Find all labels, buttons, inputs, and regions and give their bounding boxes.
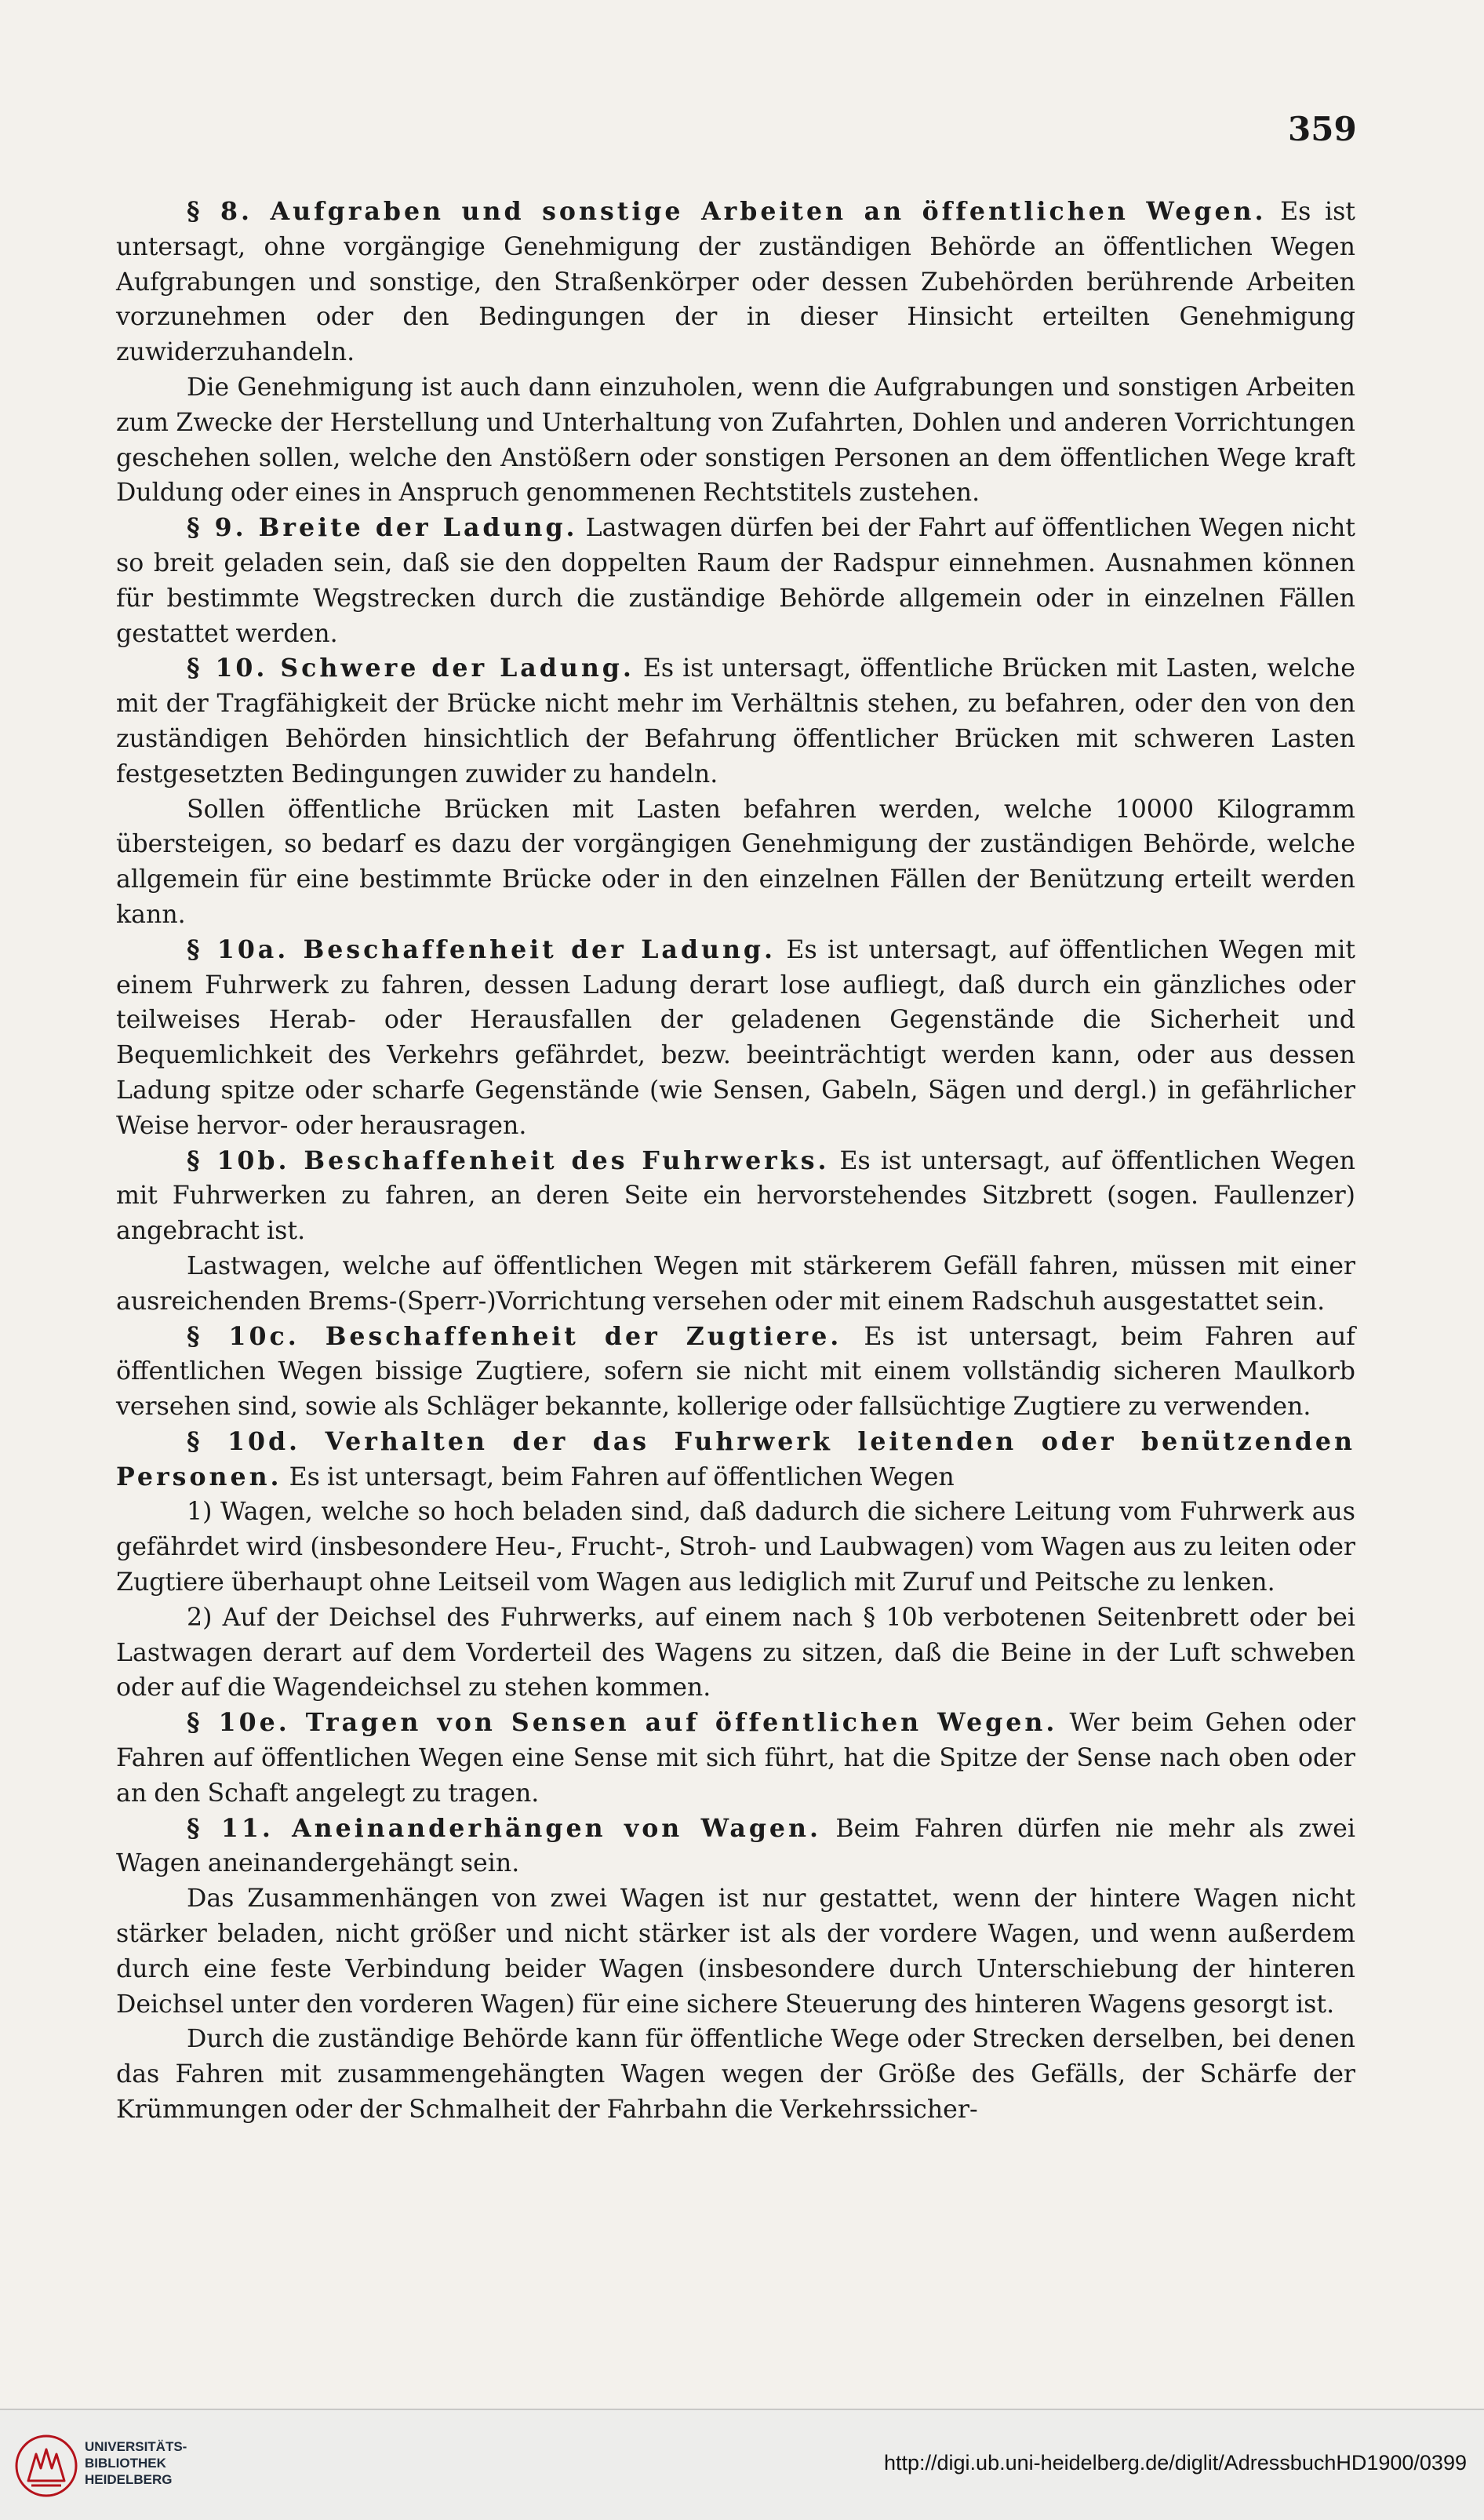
library-name <box>85 2438 187 2488</box>
paragraph-text: Lastwagen dürfen bei der Fahrt auf öffentlichen Wegen nicht so breit geladen sein, daß sie den doppelten Raum der Radspur einnehmen. Ausnahmen können für bestimmte Wegstrecken durch die zuständige Behörde allgemein oder in einzelnen Fällen gestattet werden. <box>116 514 1356 648</box>
paragraph <box>116 651 1355 792</box>
paragraph <box>116 2022 1355 2127</box>
paragraph <box>116 195 1355 370</box>
paragraph-text: Es ist untersagt, auf öffentlichen Wegen mit einem Fuhrwerk zu fahren, dessen Ladung derart lose aufliegt, daß durch ein gänzliches oder teilweises Herab- oder Herausfallen der geladenen Gegenstände die Sicherheit und Bequemlichkeit des Verkehrs gefährdet, bezw. beeinträchtigt werden kann, oder aus dessen Ladung spitze oder scharfe Gegenstände (wie Sensen, Gabeln, Sägen und dergl.) in gefährlicher Weise hervor- oder herausragen. <box>116 935 1355 1140</box>
section-heading: § 10e. Tragen von Sensen auf öffentlichen Wegen. <box>187 1708 1058 1738</box>
library-name-line: UNIVERSITÄTS- <box>85 2439 187 2454</box>
paragraph <box>116 1495 1355 1600</box>
paragraph-text: 1) Wagen, welche so hoch beladen sind, daß dadurch die sichere Leitung vom Fuhrwerk aus gefährdet wird (insbesondere Heu-, Frucht-, Stroh- und Laubwagen) vom Wagen aus zu leiten oder Zugtiere überhaupt ohne Leitseil vom Wagen aus lediglich mit Zuruf und Peitsche zu lenken. <box>116 1498 1355 1597</box>
paragraph-text: Sollen öffentliche Brücken mit Lasten befahren werden, welche 10000 Kilogramm übersteigen, so bedarf es dazu der vorgängigen Genehmigung der zuständigen Behörde, welche allgemein für eine bestimmte Brücke oder in den einzelnen Fällen der Benützung erteilt werden kann. <box>116 795 1355 929</box>
footer-bar <box>0 2409 1484 2520</box>
section-heading: § 8. Aufgraben und sonstige Arbeiten an öffentlichen Wegen. <box>187 197 1267 226</box>
section-heading: § 10. Schwere der Ladung. <box>187 654 635 683</box>
university-seal-icon <box>14 2434 78 2498</box>
section-heading: § 10d. Verhalten der das Fuhrwerk leitenden oder benützenden Personen. <box>116 1426 1355 1491</box>
paragraph-text: Die Genehmigung ist auch dann einzuholen, wenn die Aufgrabungen und sonstigen Arbeiten zum Zwecke der Herstellung und Unterhaltung von Zufahrten, Dohlen und anderen Vorrichtungen geschehen sollen, welche den Anstößern oder sonstigen Personen an dem öffentlichen Wege kraft Duldung oder eines in Anspruch genommenen Rechtstitels zustehen. <box>116 373 1355 508</box>
paragraph <box>116 370 1355 511</box>
paragraph-text: Es ist untersagt, ohne vorgängige Genehmigung der zuständigen Behörde an öffentlichen Wegen Aufgrabungen und sonstige, den Straßenkörper oder dessen Zubehörden berührende Arbeiten vorzunehmen oder den Bedingungen der in dieser Hinsicht erteilten Genehmigung zuwiderzuhandeln. <box>116 198 1355 367</box>
paragraph <box>116 792 1355 933</box>
paragraph-text: Es ist untersagt, beim Fahren auf öffentlichen Wegen bissige Zugtiere, sofern sie nicht mit einem vollständig sicheren Maulkorb versehen sind, sowie als Schläger bekannte, kollerige oder fallsüchtige Zugtiere zu verwenden. <box>116 1322 1355 1422</box>
library-name-line: HEIDELBERG <box>85 2472 173 2487</box>
paragraph <box>116 1706 1355 1811</box>
source-url-link[interactable]: http://digi.ub.uni-heidelberg.de/diglit/AdressbuchHD1900/0399 <box>883 2451 1467 2474</box>
paragraph-text: Lastwagen, welche auf öffentlichen Wegen mit stärkerem Gefäll fahren, müssen mit einer ausreichenden Brems-(Sperr-)Vorrichtung versehen oder mit einem Radschuh ausgestattet sein. <box>116 1251 1355 1316</box>
section-heading: § 9. Breite der Ladung. <box>187 513 578 543</box>
paragraph-text: Es ist untersagt, auf öffentlichen Wegen mit Fuhrwerken zu fahren, an deren Seite ein hervorstehendes Sitzbrett (sogen. Faullenzer) angebracht ist. <box>116 1146 1355 1246</box>
paragraph <box>116 1812 1355 1882</box>
paragraph <box>116 1881 1355 2022</box>
paragraph <box>116 1144 1355 1249</box>
paragraph-text: Das Zusammenhängen von zwei Wagen ist nur gestattet, wenn der hintere Wagen nicht stärker beladen, nicht größer und nicht stärker ist als der vordere Wagen, und wenn außerdem durch eine feste Verbindung beider Wagen (insbesondere durch Unterschiebung der hinteren Deichsel unter den vorderen Wagen) für eine sichere Steuerung des hinteren Wagens gesorgt ist. <box>116 1885 1355 2019</box>
paragraph <box>116 933 1355 1144</box>
section-heading: § 10b. Beschaffenheit des Fuhrwerks. <box>187 1145 830 1175</box>
paragraph-text: Es ist untersagt, beim Fahren auf öffentlichen Wegen <box>282 1462 955 1491</box>
paragraph-text: 2) Auf der Deichsel des Fuhrwerks, auf einem nach § 10b verbotenen Seitenbrett oder bei Lastwagen derart auf dem Vorderteil des Wagens zu sitzen, daß die Beine in der Luft schweben oder auf die Wagendeichsel zu stehen kommen. <box>116 1603 1355 1702</box>
paragraph <box>116 511 1355 651</box>
page-number: 359 <box>1288 110 1357 148</box>
paragraph-text: Wer beim Gehen oder Fahren auf öffentlichen Wegen eine Sense mit sich führt, hat die Spitze der Sense nach oben oder an den Schaft angelegt zu tragen. <box>116 1709 1355 1808</box>
paragraph-text: Es ist untersagt, öffentliche Brücken mit Lasten, welche mit der Tragfähigkeit der Brücke nicht mehr im Verhältnis stehen, zu befahren, oder den von den zuständigen Behörden hinsichtlich der Befahrung öffentlicher Brücken mit schweren Lasten festgesetzten Bedingungen zuwider zu handeln. <box>116 654 1356 788</box>
section-heading: § 11. Aneinanderhängen von Wagen. <box>187 1813 821 1843</box>
section-heading: § 10a. Beschaffenheit der Ladung. <box>187 934 777 964</box>
library-name-line: BIBLIOTHEK <box>85 2456 166 2471</box>
paragraph <box>116 1320 1355 1425</box>
paragraph <box>116 1425 1355 1495</box>
paragraph <box>116 1600 1355 1706</box>
document-text <box>116 195 1355 2128</box>
paragraph <box>116 1249 1355 1320</box>
paragraph-text: Durch die zuständige Behörde kann für öffentliche Wege oder Strecken derselben, bei denen das Fahren mit zusammengehängten Wagen wegen der Größe des Gefälls, der Schärfe der Krümmungen oder der Schmalheit der Fahrbahn die Verkehrssicher- <box>116 2025 1355 2125</box>
paragraph-text: Beim Fahren dürfen nie mehr als zwei Wagen aneinandergehängt sein. <box>116 1814 1355 1878</box>
section-heading: § 10c. Beschaffenheit der Zugtiere. <box>187 1321 842 1351</box>
